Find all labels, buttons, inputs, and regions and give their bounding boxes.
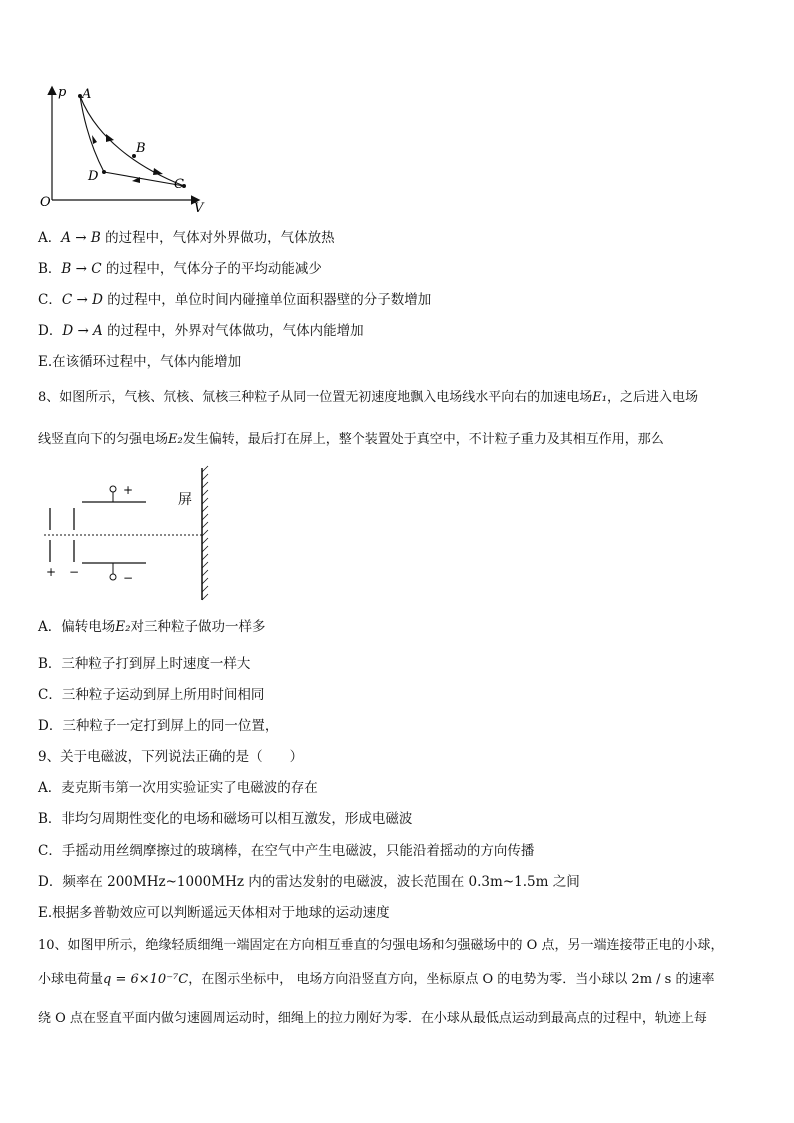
- q7-option-c: C．C → D 的过程中，单位时间内碰撞单位面积器壁的分子数增加: [38, 292, 432, 308]
- q9-option-a: A．麦克斯韦第一次用实验证实了电磁波的存在: [38, 780, 318, 796]
- origin-label: O: [40, 195, 51, 210]
- arrow-da: [92, 135, 97, 144]
- q7-option-b: B．B → C 的过程中，气体分子的平均动能减少: [38, 261, 322, 277]
- deflection-apparatus-diagram: [40, 464, 220, 604]
- accel-plus-label: +: [46, 565, 57, 579]
- q7-option-e: E.在该循环过程中，气体内能增加: [38, 354, 242, 370]
- q10-line2: 小球电荷量q = 6×10⁻⁷C，在图示坐标中， 电场方向沿竖直方向，坐标原点 O 的电势为零．当小球以 2m / s 的速率: [38, 972, 715, 987]
- arrow-ab: [106, 134, 114, 142]
- q8-option-c: C．三种粒子运动到屏上所用时间相同: [38, 687, 265, 703]
- q7-option-a: A．A → B 的过程中，气体对外界做功，气体放热: [38, 230, 335, 246]
- q7-option-d: D．D → A 的过程中，外界对气体做功，气体内能增加: [38, 323, 364, 339]
- screen-label: 屏: [178, 492, 192, 508]
- pv-cycle-diagram: [36, 82, 211, 214]
- q10-line1: 10、如图甲所示，绝缘轻质细绳一端固定在方向相互垂直的匀强电场和匀强磁场中的 O 点，另一端连接带正电的小球，: [38, 938, 724, 953]
- q9-option-e: E.根据多普勒效应可以判断遥远天体相对于地球的运动速度: [38, 905, 390, 921]
- curve-d-a: [80, 96, 104, 172]
- point-b-label: B: [136, 141, 146, 156]
- q9-option-d: D．频率在 200MHz~1000MHz 内的雷达发射的电磁波，波长范围在 0.3m~1.5m 之间: [38, 874, 580, 890]
- bottom-plate-sign: −: [123, 571, 134, 585]
- q8-stem-line2: 线竖直向下的匀强电场E₂发生偏转，最后打在屏上，整个装置处于真空中，不计粒子重力及其相互作用，那么: [38, 432, 664, 447]
- q9-stem: 9、关于电磁波，下列说法正确的是（ ）: [38, 749, 304, 765]
- line-c-d: [104, 172, 184, 186]
- q9-option-b: B．非均匀周期性变化的电场和磁场可以相互激发，形成电磁波: [38, 811, 413, 827]
- point-c-label: C: [174, 177, 184, 192]
- v-axis-label: V: [194, 201, 204, 214]
- point-a-label: A: [82, 87, 92, 102]
- p-axis-label: p: [58, 85, 67, 100]
- q9-option-c: C．手摇动用丝绸摩擦过的玻璃棒，在空气中产生电磁波，只能沿着摇动的方向传播: [38, 843, 535, 859]
- q8-option-a: A．偏转电场E₂对三种粒子做功一样多: [38, 619, 266, 635]
- point-d-label: D: [88, 169, 99, 184]
- top-plate-sign: +: [123, 483, 134, 497]
- q8-option-d: D．三种粒子一定打到屏上的同一位置，: [38, 718, 279, 734]
- arrow-bc: [153, 168, 163, 175]
- q8-option-b: B．三种粒子打到屏上时速度一样大: [38, 656, 251, 672]
- accel-minus-label: −: [69, 565, 80, 579]
- q8-stem-line1: 8、如图所示，气核、氘核、氚核三种粒子从同一位置无初速度地飘入电场线水平向右的加速电场E₁，之后进入电场: [38, 390, 698, 405]
- q10-line3: 绕 O 点在竖直平面内做匀速圆周运动时，细绳上的拉力刚好为零．在小球从最低点运动到最高点的过程中，轨迹上每: [38, 1011, 707, 1026]
